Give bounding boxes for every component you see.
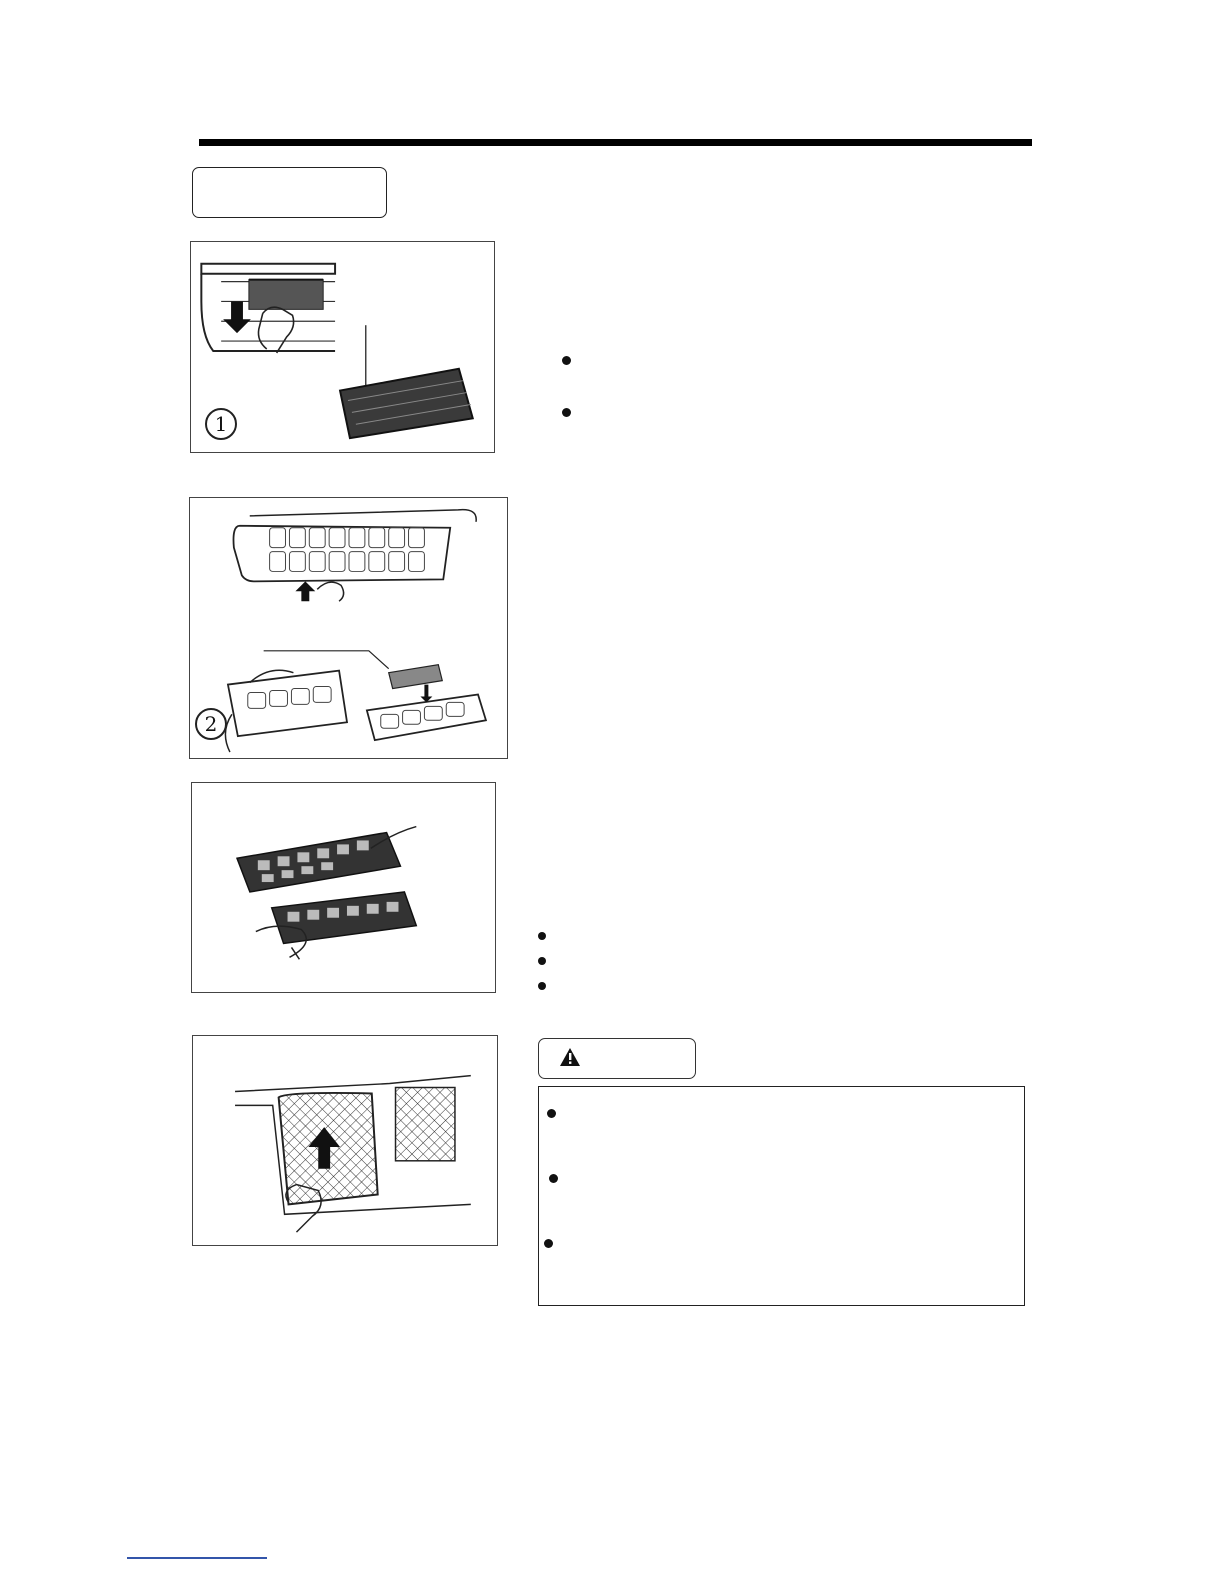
bullet-dot [538,982,546,990]
figure-1-remove-front-filter [190,241,495,453]
bullet-dot [544,1239,553,1248]
bullet-dot [549,1174,558,1183]
warning-triangle-icon [559,1047,581,1067]
figure-3-clean-filters [191,782,496,993]
step-number-2: 2 [195,708,227,740]
step-number-1: 1 [205,408,237,440]
bullet-dot [562,356,571,365]
caution-box [538,1086,1025,1306]
bullet-dot [538,957,546,965]
header-rule [199,139,1032,146]
figure-2-illustration [190,498,507,758]
caution-tab [538,1038,696,1079]
figure-3-illustration [192,783,495,992]
figure-2-detach-filters [189,497,508,759]
bullet-dot [538,932,546,940]
bullet-dot [562,408,571,417]
figure-4-illustration [193,1036,497,1245]
section-label-box [192,167,387,218]
figure-4-reinstall-filter [192,1035,498,1246]
footer-underline [127,1557,267,1559]
bullet-dot [547,1109,556,1118]
